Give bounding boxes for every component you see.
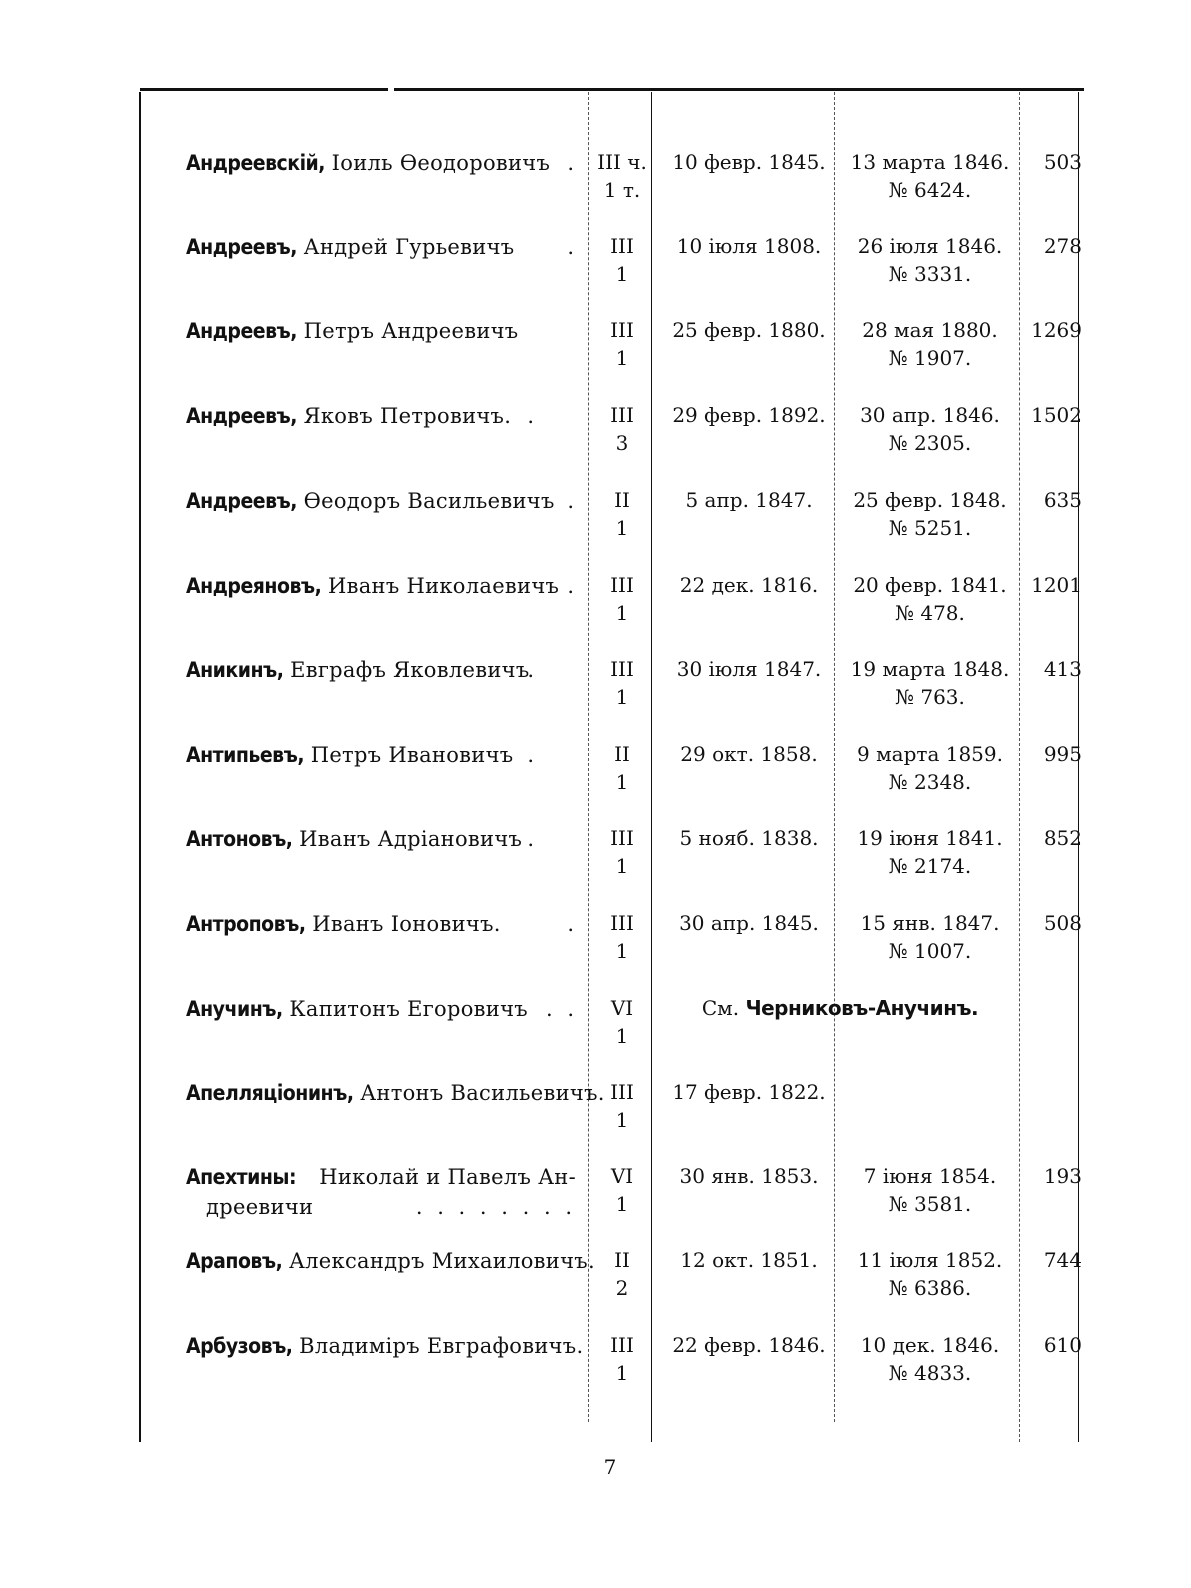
page-number: 1269 [1031, 318, 1082, 342]
person-name: Андреяновъ, Иванъ Николаевичъ . [186, 574, 578, 598]
birth-date: 30 апр. 1845. [679, 911, 819, 935]
part-volume: III ч. 1 т. [597, 150, 647, 202]
table-row [0, 909, 1191, 993]
page-number: 503 [1043, 150, 1082, 174]
page-number: 508 [1043, 911, 1082, 935]
person-name: Андреевъ, Өеодоръ Васильевичъ . [186, 489, 578, 513]
table-row [0, 740, 1191, 824]
decree: 19 іюня 1841. № 2174. [857, 826, 1003, 878]
person-name: Андреевъ, Петръ Андреевичъ [186, 319, 519, 343]
birth-date: 17 февр. 1822. [672, 1080, 826, 1104]
table-row [0, 401, 1191, 485]
page-number: 852 [1043, 826, 1082, 850]
birth-date: 30 іюля 1847. [676, 657, 822, 681]
decree: 15 янв. 1847. № 1007. [860, 911, 1000, 963]
person-name: Антроповъ, Иванъ Іоновичъ. . [186, 912, 578, 936]
table-row [0, 1331, 1191, 1415]
birth-date: 22 дек. 1816. [679, 573, 819, 597]
part-volume: III 3 [610, 403, 634, 455]
person-name: Апехтины: Николай и Павелъ Ан- дреевичи . . . . . . . . [186, 1165, 576, 1219]
birth-date: 5 апр. 1847. [685, 488, 813, 512]
part-volume: III 1 [610, 318, 634, 370]
table-row [0, 148, 1191, 232]
person-name: Антоновъ, Иванъ Адріановичъ . [186, 827, 538, 851]
person-name: Арбузовъ, Владиміръ Евграфовичъ. [186, 1334, 584, 1358]
page-number: 610 [1043, 1333, 1082, 1357]
table-row [0, 1246, 1191, 1330]
page-number: 413 [1043, 657, 1082, 681]
top-rule-left [140, 88, 388, 91]
decree: 13 марта 1846. № 6424. [850, 150, 1010, 202]
birth-date: 12 окт. 1851. [680, 1248, 818, 1272]
birth-date: 30 янв. 1853. [679, 1164, 819, 1188]
table-row [0, 316, 1191, 400]
person-name: Анучинъ, Капитонъ Егоровичъ . . [186, 997, 578, 1021]
birth-date: 10 февр. 1845. [672, 150, 826, 174]
part-volume: III 1 [610, 1333, 634, 1385]
decree: 26 іюля 1846. № 3331. [857, 234, 1003, 286]
see-also-reference: См. Черниковъ-Анучинъ. [701, 996, 979, 1020]
page-number: 1201 [1031, 573, 1082, 597]
person-name: Антипьевъ, Петръ Ивановичъ . [186, 743, 538, 767]
table-row [0, 232, 1191, 316]
part-volume: III 1 [610, 1080, 634, 1132]
decree: 28 мая 1880. № 1907. [862, 318, 998, 370]
part-volume: II 1 [614, 742, 630, 794]
decree: 7 іюня 1854. № 3581. [863, 1164, 997, 1216]
person-name: Араповъ, Александръ Михаиловичъ. [186, 1249, 595, 1273]
decree: 11 іюля 1852. № 6386. [857, 1248, 1003, 1300]
page-number: 1502 [1031, 403, 1082, 427]
page-number: 635 [1043, 488, 1082, 512]
folio-number: 7 [603, 1455, 617, 1479]
page-number: 278 [1043, 234, 1082, 258]
part-volume: III 1 [610, 911, 634, 963]
part-volume: VI 1 [610, 1164, 634, 1216]
table-row [0, 1162, 1191, 1246]
decree: 30 апр. 1846. № 2305. [860, 403, 1000, 455]
person-name: Аникинъ, Евграфъ Яковлевичъ . [186, 658, 538, 682]
part-volume: II 2 [614, 1248, 630, 1300]
decree: 25 февр. 1848. № 5251. [853, 488, 1007, 540]
person-name: Апелляціонинъ, Антонъ Васильевичъ. [186, 1081, 605, 1105]
page-number: 995 [1043, 742, 1082, 766]
part-volume: III 1 [610, 234, 634, 286]
decree: 20 февр. 1841. № 478. [853, 573, 1007, 625]
birth-date: 29 окт. 1858. [680, 742, 818, 766]
part-volume: VI 1 [610, 996, 634, 1048]
table-row [0, 571, 1191, 655]
table-row [0, 1078, 1191, 1162]
person-name: Андреевъ, Андрей Гурьевичъ . [186, 235, 578, 259]
person-name: Андреевскій, Іоиль Өеодоровичъ . [186, 151, 578, 175]
part-volume: III 1 [610, 657, 634, 709]
part-volume: III 1 [610, 826, 634, 878]
top-rule-right [394, 88, 1084, 91]
part-volume: II 1 [614, 488, 630, 540]
decree: 10 дек. 1846. № 4833. [860, 1333, 1000, 1385]
birth-date: 29 февр. 1892. [672, 403, 826, 427]
part-volume: III 1 [610, 573, 634, 625]
birth-date: 10 іюля 1808. [676, 234, 822, 258]
page-number: 193 [1043, 1164, 1082, 1188]
table-row [0, 486, 1191, 570]
table-row [0, 994, 1191, 1078]
birth-date: 25 февр. 1880. [672, 318, 826, 342]
birth-date: 5 нояб. 1838. [679, 826, 819, 850]
person-name: Андреевъ, Яковъ Петровичъ. . [186, 404, 538, 428]
table-row [0, 655, 1191, 739]
table-row [0, 824, 1191, 908]
decree: 9 марта 1859. № 2348. [857, 742, 1003, 794]
page-number: 744 [1043, 1248, 1082, 1272]
decree: 19 марта 1848. № 763. [850, 657, 1010, 709]
birth-date: 22 февр. 1846. [672, 1333, 826, 1357]
